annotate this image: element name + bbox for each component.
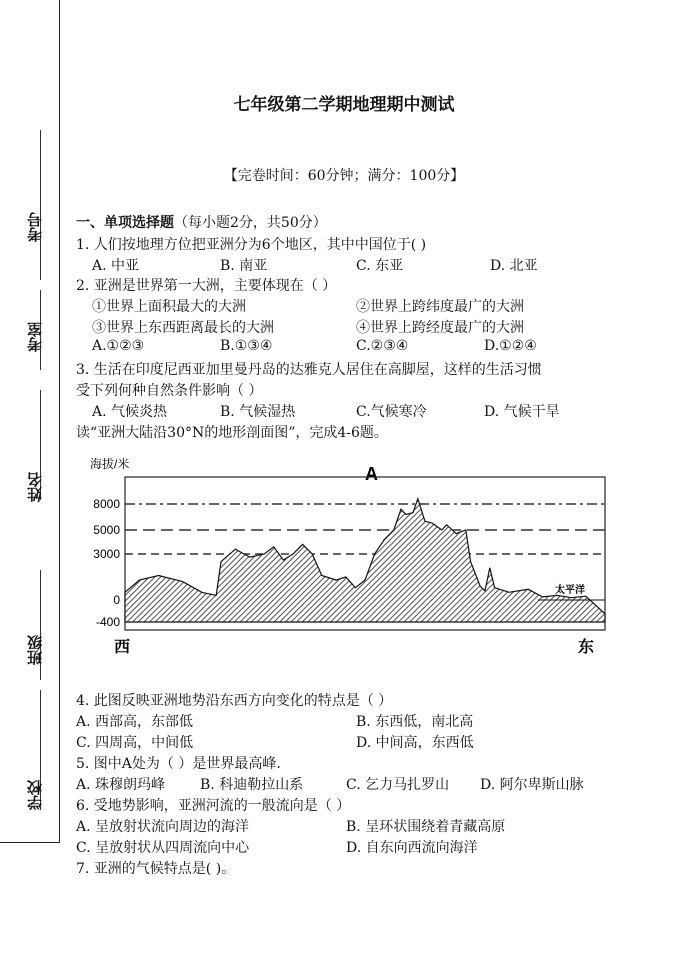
- q5-option-b[interactable]: B. 科迪勒拉山系: [200, 777, 304, 793]
- q6-option-d[interactable]: D. 自东向西流向海洋: [346, 840, 478, 856]
- q3-option-c[interactable]: C.气候寒冷: [356, 404, 427, 420]
- q1-option-b[interactable]: B. 南亚: [220, 258, 268, 274]
- section-heading: [76, 212, 327, 232]
- x-end-label: 东: [578, 639, 595, 656]
- q2-item-2: ②世界上跨纬度最广的大洲: [356, 299, 524, 315]
- read-instruction: 读“亚洲大陆沿30°N的地形剖面图”，完成4-6题。: [76, 425, 388, 441]
- terrain-profile: [125, 499, 605, 622]
- q1-option-d[interactable]: D. 北亚: [490, 258, 538, 274]
- q2-item-1: ①世界上面积最大的大洲: [92, 299, 246, 315]
- page-title: 七年级第二学期地理期中测试: [233, 95, 455, 115]
- reference-lines: [125, 504, 605, 554]
- q1-stem: 1. 人们按地理方位把亚洲分为6个地区，其中中国位于( ): [76, 237, 427, 253]
- q2-option-d[interactable]: D.①②④: [484, 338, 537, 354]
- q5-stem: 5. 图中A处为（ ）是世界最高峰.: [76, 756, 281, 772]
- terrain-profile-chart: [70, 452, 610, 667]
- q2-option-b[interactable]: B.①③④: [220, 338, 273, 354]
- q6-option-a[interactable]: A. 呈放射状流向周边的海洋: [76, 819, 250, 835]
- exam-info: 【完卷时间：60分钟；满分：100分】: [223, 168, 465, 184]
- exam-number-field[interactable]: [40, 130, 41, 280]
- q5-option-d[interactable]: D. 阿尔卑斯山脉: [480, 777, 584, 793]
- binding-line-bottom: [0, 842, 60, 843]
- q6-stem: 6. 受地势影响，亚洲河流的一般流向是（ ）: [76, 798, 351, 814]
- q2-item-3: ③世界上东西距离最长的大洲: [92, 320, 274, 336]
- y-tick-label: -400: [95, 615, 120, 629]
- q4-option-d[interactable]: D. 中间高，东西低: [356, 735, 474, 751]
- q2-item-4: ④世界上跨经度最广的大洲: [356, 320, 524, 336]
- x-start-label: 西: [114, 639, 131, 656]
- q3-stem-line1: 3. 生活在印度尼西亚加里曼丹岛的达雅克人居住在高脚屋，这样的生活习惯: [76, 362, 542, 378]
- q1-option-a[interactable]: A. 中亚: [92, 258, 140, 274]
- exam-room-label: 考室: [26, 322, 44, 352]
- q3-option-d[interactable]: D. 气候干旱: [484, 404, 560, 420]
- q3-option-a[interactable]: A. 气候炎热: [92, 404, 168, 420]
- ocean-label: 太平洋: [555, 585, 585, 596]
- q5-option-a[interactable]: A. 珠穆朗玛峰: [76, 777, 166, 793]
- q7-stem: 7. 亚洲的气候特点是( )。: [76, 861, 236, 877]
- y-tick-label: 3000: [93, 547, 120, 561]
- q4-option-a[interactable]: A. 西部高，东部低: [76, 714, 194, 730]
- class-label: 班级: [26, 635, 44, 665]
- q2-option-a[interactable]: A.①②③: [92, 338, 145, 354]
- q3-stem-line2: 受下列何种自然条件影响（ ）: [76, 383, 263, 399]
- q4-option-b[interactable]: B. 东西低，南北高: [356, 714, 474, 730]
- section-title: 一、单项选择题: [76, 215, 174, 231]
- binding-line: [59, 0, 60, 842]
- q6-option-c[interactable]: C. 呈放射状从四周流向中心: [76, 840, 250, 856]
- q2-stem: 2. 亚洲是世界第一大洲，主要体现在（ ）: [76, 278, 337, 294]
- q3-option-b[interactable]: B. 气候湿热: [220, 404, 296, 420]
- y-tick-label: 5000: [93, 523, 120, 537]
- y-tick-labels: [93, 497, 120, 629]
- y-tick-label: 8000: [93, 497, 120, 511]
- q6-option-b[interactable]: B. 呈环状围绕着青藏高原: [346, 819, 506, 835]
- school-label: 学校: [26, 780, 44, 810]
- section-note: （每小题2分，共50分）: [174, 215, 327, 231]
- y-tick-label: 0: [113, 593, 120, 607]
- q4-stem: 4. 此图反映亚洲地势沿东西方向变化的特点是（ ）: [76, 693, 393, 709]
- q5-option-c[interactable]: C. 乞力马扎罗山: [346, 777, 450, 793]
- peak-a-label: A: [365, 464, 378, 484]
- q2-option-c[interactable]: C.②③④: [356, 338, 409, 354]
- name-label: 姓名: [26, 472, 44, 502]
- exam-number-label: 考号: [26, 212, 44, 242]
- q4-option-c[interactable]: C. 四周高，中间低: [76, 735, 194, 751]
- q1-option-c[interactable]: C. 东亚: [356, 258, 404, 274]
- y-axis-label: 海拔/米: [90, 457, 130, 471]
